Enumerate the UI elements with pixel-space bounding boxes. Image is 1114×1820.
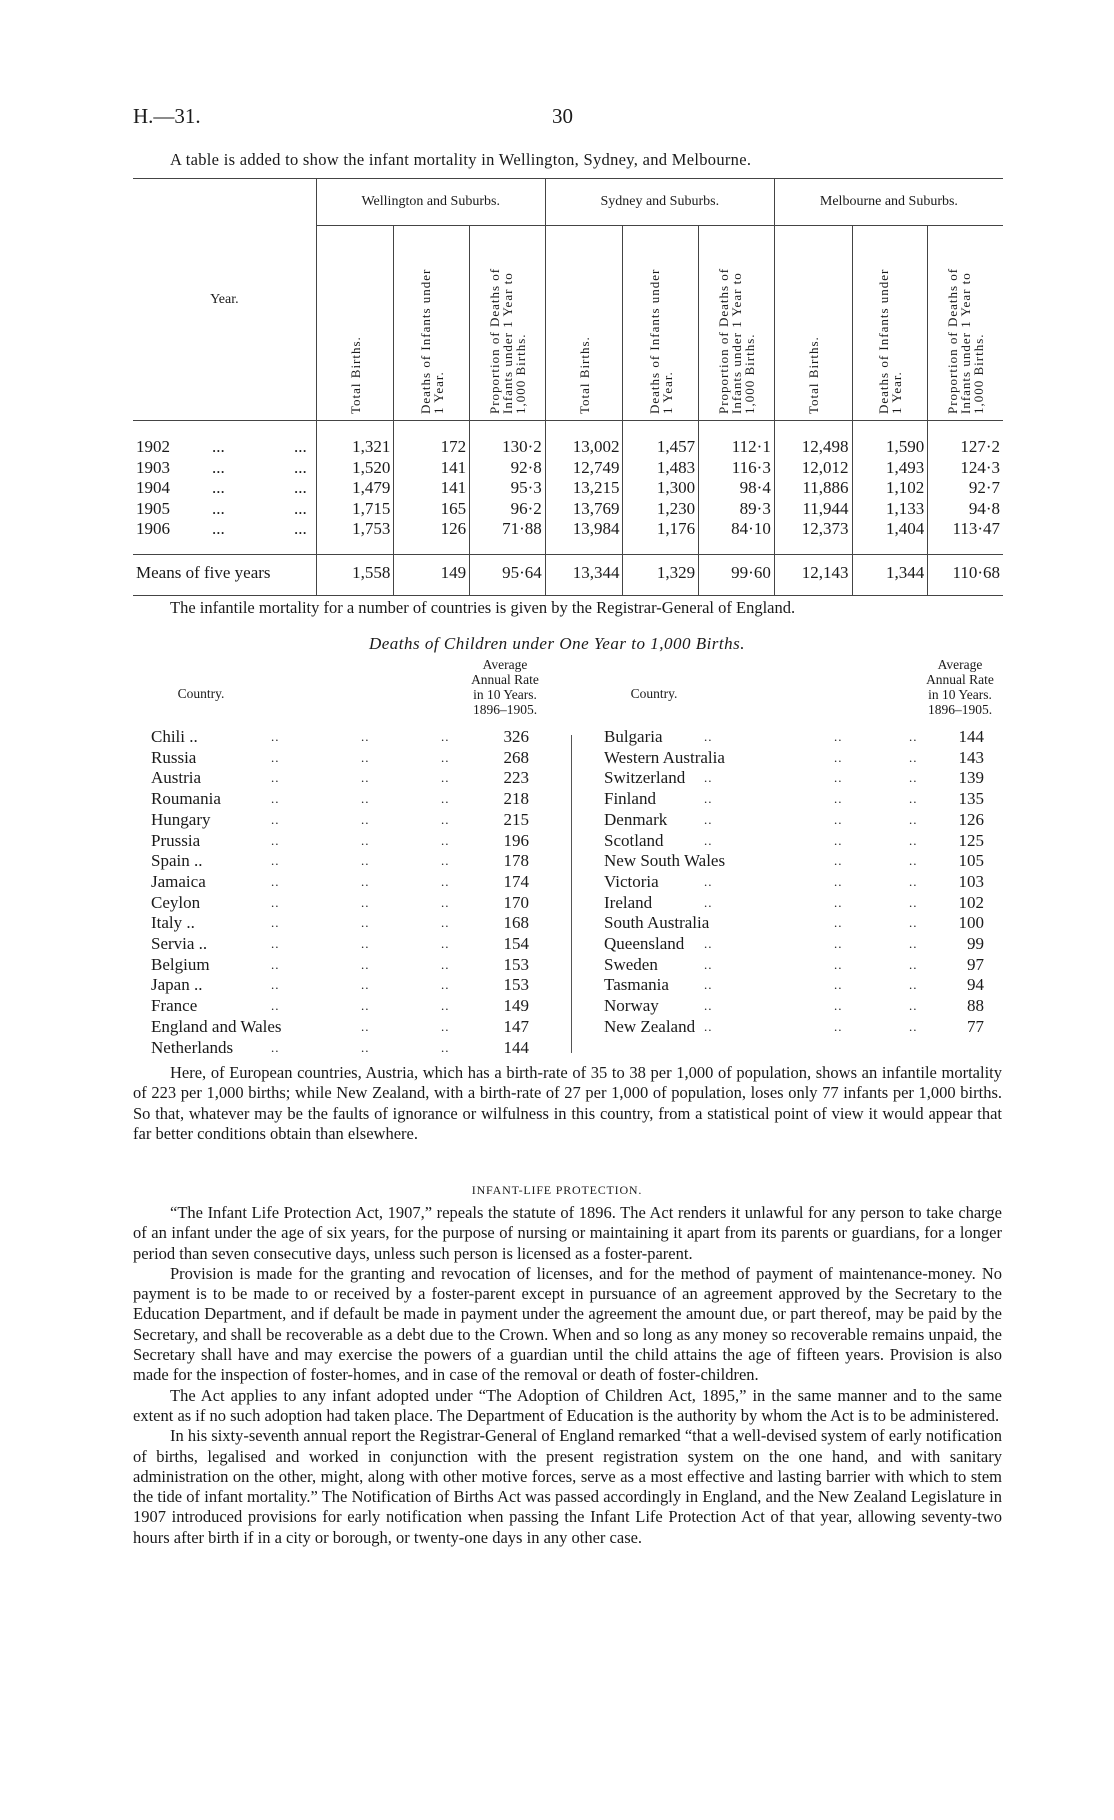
section-body: [133, 1203, 1002, 1548]
value-cell: 12,143: [774, 554, 852, 596]
year-cell: 1904 ... ...: [136, 478, 307, 498]
value-cell: 92·8: [470, 458, 546, 479]
value-cell: 1,321: [316, 421, 394, 458]
country-name: Scotland: [604, 830, 664, 850]
rate-value: 196: [503, 830, 529, 850]
country-row: Jamaica .. .. .. 174: [151, 871, 529, 891]
column-header: Total Births.: [316, 226, 394, 421]
value-cell: 12,498: [774, 421, 852, 458]
value-cell: 116·3: [699, 458, 775, 479]
city-mortality-table: [133, 178, 1003, 596]
country-row: Spain .. .. .. .. 178: [151, 851, 529, 871]
year-cell: 1906 ... ...: [133, 519, 316, 554]
country-row: Western Australia .. .. 143: [604, 747, 984, 767]
paragraph-comparison: [133, 1063, 1002, 1144]
value-cell: 13,002: [545, 421, 623, 458]
country-name: Netherlands: [151, 1037, 234, 1057]
country-row: Japan .. .. .. .. 153: [151, 975, 529, 995]
table-caption: A table is added to show the infant mortality in Wellington, Sydney, and Melbourne.: [170, 150, 752, 169]
country-name: Spain ..: [151, 851, 203, 871]
value-cell: 149: [394, 554, 470, 596]
value-cell: 1,133: [852, 499, 928, 520]
value-cell: 172: [394, 421, 470, 458]
country-row: Servia .. .. .. .. 154: [151, 934, 529, 953]
country-row: Denmark .. .. .. 126: [604, 809, 984, 829]
column-header: Total Births.: [545, 226, 623, 421]
rate-value: 149: [503, 996, 529, 1016]
value-cell: 112·1: [699, 421, 775, 458]
country-row: South Australia .. .. 100: [604, 913, 984, 933]
column-header: Proportion of Deaths of Infants under 1 Year to 1,000 Births.: [699, 226, 775, 421]
country-row: Bulgaria .. .. .. 144: [604, 727, 984, 746]
value-cell: 1,558: [316, 554, 394, 596]
country-row: Russia .. .. .. 268: [151, 747, 529, 767]
country-name: New Zealand: [604, 1016, 696, 1036]
country-name: England and Wales: [151, 1016, 282, 1036]
country-row: New South Wales .. .. 105: [604, 851, 984, 871]
country-name: Tasmania: [604, 975, 669, 995]
rate-value: 218: [503, 789, 529, 809]
value-cell: 126: [394, 519, 470, 554]
paragraph-text: “The Infant Life Protection Act, 1907,” repeals the statute of 1896. The Act renders it unlawful for any person to take charge of an infant under the age of six years, for the purpose of nursing or maintaining it apart from its parents or guardians, for a longer period than seven consecutive days, unless such person is licensed as a foster-parent.: [133, 1203, 1002, 1263]
country-row: Belgium .. .. .. 153: [151, 954, 529, 974]
value-cell: 13,215: [545, 478, 623, 499]
column-header: Deaths of Infants under 1 Year.: [852, 226, 928, 421]
rate-value: 174: [503, 871, 529, 891]
means-label: Means of five years: [133, 554, 316, 596]
country-name: Bulgaria: [604, 727, 663, 746]
rate-value: 99: [967, 934, 984, 953]
value-cell: 96·2: [470, 499, 546, 520]
country-name: Finland: [604, 789, 656, 809]
value-cell: 12,749: [545, 458, 623, 479]
country-name: Roumania: [151, 789, 221, 809]
rate-value: 170: [503, 892, 529, 912]
value-cell: 12,373: [774, 519, 852, 554]
country-header: Country.: [177, 686, 225, 701]
rate-value: 178: [503, 851, 529, 871]
country-name: France: [151, 996, 198, 1016]
rate-value: 154: [503, 934, 529, 953]
country-header: Country.: [630, 686, 678, 701]
rate-value: 153: [503, 975, 529, 995]
country-row: Prussia .. .. .. 196: [151, 830, 529, 850]
country-name: New South Wales: [604, 851, 726, 871]
country-row: England and Wales .. .. 147: [151, 1016, 529, 1036]
country-name: South Australia: [604, 913, 710, 933]
rate-value: 102: [958, 892, 984, 912]
country-name: Italy ..: [151, 913, 195, 933]
country-row: Scotland .. .. .. 125: [604, 830, 984, 850]
country-row: Victoria .. .. .. 103: [604, 871, 984, 891]
paragraph-text: The infantile mortality for a number of countries is given by the Registrar-General of England.: [170, 598, 796, 617]
group-header: Wellington and Suburbs.: [316, 179, 545, 226]
country-row: Ceylon .. .. .. 170: [151, 892, 529, 912]
value-cell: 1,590: [852, 421, 928, 458]
country-name: Norway: [604, 996, 659, 1016]
country-row: Italy .. .. .. .. 168: [151, 913, 529, 933]
paragraph-text: The Act applies to any infant adopted under “The Adoption of Children Act, 1895,” in the same manner and to the same extent as if no such adoption had taken place. The Department of Education is the authority by whom the Act is to be administered.: [133, 1385, 1002, 1425]
country-name: Jamaica: [151, 871, 206, 891]
country-row: Sweden .. .. .. 97: [604, 954, 984, 974]
country-name: Hungary: [151, 809, 211, 829]
country-name: Switzerland: [604, 768, 686, 788]
group-header: Melbourne and Suburbs.: [774, 179, 1003, 226]
country-row: Finland .. .. .. 135: [604, 789, 984, 809]
value-cell: 1,457: [623, 421, 699, 458]
country-row: Roumania .. .. .. 218: [151, 789, 529, 809]
paragraph-countries-intro: [133, 598, 1002, 618]
value-cell: 1,230: [623, 499, 699, 520]
year-cell: 1905 ... ...: [136, 498, 307, 518]
year-cell: 1903 ... ...: [136, 457, 307, 477]
column-header: Proportion of Deaths of Infants under 1 Year to 1,000 Births.: [470, 226, 546, 421]
rate-value: 125: [958, 830, 984, 850]
country-name: Ceylon: [151, 892, 201, 912]
column-divider: [571, 735, 572, 1053]
paragraph-text: In his sixty-seventh annual report the Registrar-General of England remarked “that a well-devised system of early notification of births, legalised and worked in conjunction with the present registration system on the one hand, and with sanitary administration on the other, might, along with other motive forces, serve as a most effective and lasting barrier with which to stem the tide of infant mortality.” The Notification of Births Act was passed accordingly in England, and the New Zealand Legislature in 1907 introduced provisions for early notification when passing the Infant Life Protection Act of that year, allowing seventy-two hours after birth if in a city or borough, or twenty-one days in any other case.: [133, 1426, 1002, 1547]
value-cell: 141: [394, 458, 470, 479]
paragraph-text: Here, of European countries, Austria, which has a birth-rate of 35 to 38 per 1,000 of population, shows an infantile mortality of 223 per 1,000 births; while New Zealand, with a birth-rate of 27 per 1,000 of population, loses only 77 infants per 1,000 births. So that, whatever may be the faults of ignorance or wilfulness in this country, from a statistical point of view it would appear that far better conditions obtain than elsewhere.: [133, 1063, 1002, 1143]
country-name: Queensland: [604, 934, 685, 953]
country-name: Belgium: [151, 954, 210, 974]
value-cell: 1,493: [852, 458, 928, 479]
country-table-title: Deaths of Children under One Year to 1,000 Births.: [368, 634, 746, 653]
rate-value: 153: [503, 954, 529, 974]
country-row: Queensland .. .. .. 99: [604, 934, 984, 953]
value-cell: 127·2: [928, 421, 1003, 458]
value-cell: 1,520: [316, 458, 394, 479]
value-cell: 13,344: [545, 554, 623, 596]
country-row: Chili .. .. .. .. 326: [151, 727, 529, 746]
rate-value: 144: [503, 1037, 529, 1057]
value-cell: 84·10: [699, 519, 775, 554]
table-row: [133, 519, 1003, 554]
value-cell: 11,944: [774, 499, 852, 520]
rate-value: 143: [958, 747, 984, 767]
value-cell: 13,984: [545, 519, 623, 554]
value-cell: 165: [394, 499, 470, 520]
rate-value: 126: [958, 809, 984, 829]
country-name: Japan ..: [151, 975, 203, 995]
rate-value: 77: [967, 1016, 984, 1036]
value-cell: 1,404: [852, 519, 928, 554]
value-cell: 13,769: [545, 499, 623, 520]
country-name: Victoria: [604, 871, 659, 891]
country-name: Denmark: [604, 809, 668, 829]
country-row: Austria .. .. .. 223: [151, 768, 529, 788]
value-cell: 89·3: [699, 499, 775, 520]
column-header: Proportion of Deaths of Infants under 1 Year to 1,000 Births.: [928, 226, 1003, 421]
country-name: Austria: [151, 768, 202, 788]
rate-value: 94: [967, 975, 984, 995]
column-header: Total Births.: [774, 226, 852, 421]
country-row: Hungary .. .. .. 215: [151, 809, 529, 829]
country-name: Russia: [151, 747, 197, 767]
value-cell: 1,329: [623, 554, 699, 596]
document-reference: H.—31.: [133, 104, 201, 128]
country-name: Sweden: [604, 954, 658, 974]
value-cell: 1,344: [852, 554, 928, 596]
rate-value: 223: [503, 768, 529, 788]
rate-value: 268: [503, 747, 529, 767]
value-cell: 95·3: [470, 478, 546, 499]
rate-value: 103: [958, 871, 984, 891]
value-cell: 124·3: [928, 458, 1003, 479]
country-row: New Zealand .. .. .. 77: [604, 1016, 984, 1036]
country-name: Servia ..: [151, 934, 208, 953]
value-cell: 12,012: [774, 458, 852, 479]
value-cell: 141: [394, 478, 470, 499]
column-header: Deaths of Infants under 1 Year.: [394, 226, 470, 421]
value-cell: 113·47: [928, 519, 1003, 554]
country-name: Western Australia: [604, 747, 725, 767]
country-row: Tasmania .. .. .. 94: [604, 975, 984, 995]
rate-value: 147: [503, 1016, 529, 1036]
value-cell: 1,715: [316, 499, 394, 520]
value-cell: 1,176: [623, 519, 699, 554]
rate-value: 100: [958, 913, 984, 933]
value-cell: 98·4: [699, 478, 775, 499]
country-row: Switzerland .. .. .. 139: [604, 768, 984, 788]
value-cell: 1,753: [316, 519, 394, 554]
country-row: France .. .. .. 149: [151, 996, 529, 1016]
year-cell: 1902 ... ...: [136, 437, 307, 457]
year-header: Year.: [133, 179, 316, 421]
value-cell: 99·60: [699, 554, 775, 596]
rate-value: 144: [958, 727, 984, 746]
group-header: Sydney and Suburbs.: [545, 179, 774, 226]
rate-header: Average Annual Rate in 10 Years. 1896–1905.: [471, 657, 539, 717]
value-cell: 71·88: [470, 519, 546, 554]
rate-value: 135: [958, 789, 984, 809]
table-row: [133, 421, 1003, 458]
value-cell: 1,102: [852, 478, 928, 499]
column-header: Deaths of Infants under 1 Year.: [623, 226, 699, 421]
rate-value: 215: [503, 809, 529, 829]
rate-value: 88: [967, 996, 984, 1016]
rate-value: 168: [503, 913, 529, 933]
value-cell: 130·2: [470, 421, 546, 458]
rate-value: 97: [967, 954, 984, 974]
country-name: Ireland: [604, 892, 653, 912]
value-cell: 94·8: [928, 499, 1003, 520]
country-name: Chili ..: [151, 727, 198, 746]
country-name: Prussia: [151, 830, 201, 850]
rate-value: 105: [958, 851, 984, 871]
rate-value: 139: [958, 768, 984, 788]
table-row: [133, 499, 1003, 520]
country-row: Ireland .. .. .. 102: [604, 892, 984, 912]
value-cell: 1,483: [623, 458, 699, 479]
table-row: [133, 458, 1003, 479]
rate-value: 326: [503, 727, 529, 746]
value-cell: 11,886: [774, 478, 852, 499]
country-row: Netherlands .. .. .. 144: [151, 1037, 529, 1057]
page-number: 30: [552, 104, 573, 128]
value-cell: 110·68: [928, 554, 1003, 596]
value-cell: 92·7: [928, 478, 1003, 499]
means-row: [133, 554, 1003, 596]
value-cell: 95·64: [470, 554, 546, 596]
value-cell: 1,479: [316, 478, 394, 499]
rate-header: Average Annual Rate in 10 Years. 1896–1905.: [926, 657, 994, 717]
table-row: [133, 478, 1003, 499]
section-heading: INFANT-LIFE PROTECTION.: [471, 1183, 643, 1197]
country-row: Norway .. .. .. 88: [604, 996, 984, 1016]
value-cell: 1,300: [623, 478, 699, 499]
paragraph-text: Provision is made for the granting and revocation of licenses, and for the method of payment of maintenance-money. No payment is to be made to or received by a foster-parent except in pursuance of an agreement approved by the Secretary to the Education Department, and if default be made in payment under the agreement the amount due, or part thereof, may be paid by the Secretary, and shall be recoverable as a debt due to the Crown. When and so long as any money so recoverable remains unpaid, the Secretary shall have and may exercise the powers of a guardian until the child attains the age of fifteen years. Provision is also made for the inspection of foster-homes, and in case of the removal or death of foster-children.: [133, 1263, 1002, 1385]
